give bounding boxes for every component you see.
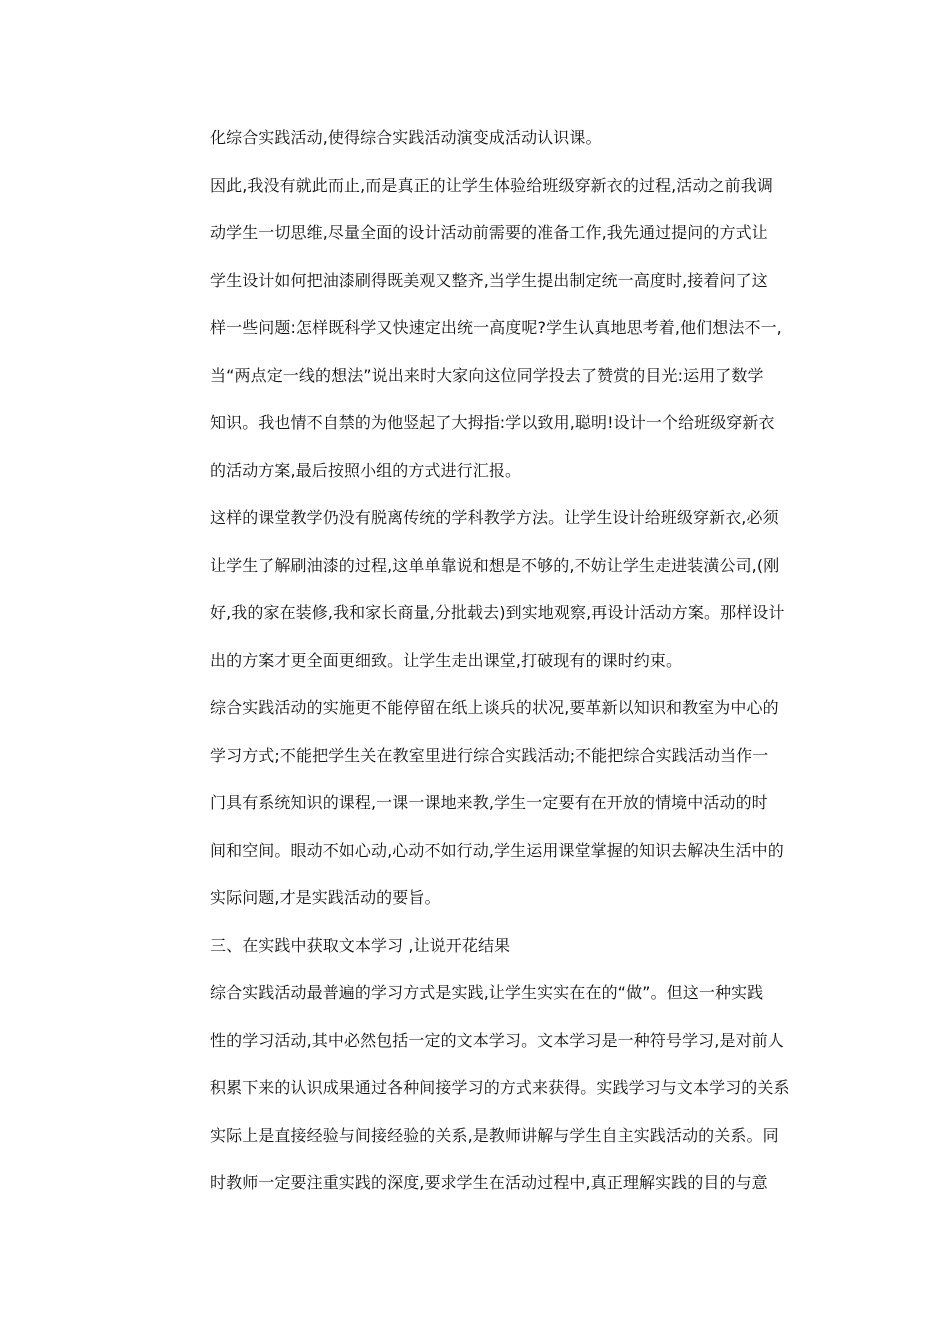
text-line: 性的学习活动,其中必然包括一定的文本学习。文本学习是一种符号学习,是对前人 — [210, 1030, 784, 1050]
text-line: 的活动方案,最后按照小组的方式进行汇报。 — [210, 460, 522, 480]
text-line: 综合实践活动的实施更不能停留在纸上谈兵的状况,要革新以知识和教室为中心的 — [210, 698, 779, 717]
text-line: 实际上是直接经验与间接经验的关系,是教师讲解与学生自主实践活动的关系。同 — [210, 1125, 779, 1145]
text-line: 门具有系统知识的课程,一课一课地来教,学生一定要有在开放的情境中活动的时 — [210, 793, 768, 812]
text-line: 综合实践活动最普遍的学习方式是实践,让学生实实在在的“做”。但这一种实践 — [210, 983, 764, 1002]
text-line: 这样的课堂教学仍没有脱离传统的学科教学方法。让学生设计给班级穿新衣,必须 — [210, 508, 779, 527]
text-line: 学生设计如何把油漆刷得既美观又整齐,当学生提出制定统一高度时,接着问了这 — [210, 270, 768, 290]
text-line: 间和空间。眼动不如心动,心动不如行动,学生运用课堂掌握的知识去解决生活中的 — [210, 840, 784, 860]
text-line: 样一些问题:怎样既科学又快速定出统一高度呢?学生认真地思考着,他们想法不一, — [210, 318, 782, 337]
text-line: 当“两点定一线的想法”说出来时大家向这位同学投去了赞赏的目光:运用了数学 — [210, 365, 764, 385]
text-line: 因此,我没有就此而止,而是真正的让学生体验给班级穿新衣的过程,活动之前我调 — [210, 175, 773, 195]
section-heading: 三、在实践中获取文本学习 ,让说开花结果 — [210, 935, 511, 955]
text-line: 积累下来的认识成果通过各种间接学习的方式来获得。实践学习与文本学习的关系 — [210, 1078, 790, 1097]
text-line: 化综合实践活动,使得综合实践活动演变成活动认识课。 — [210, 128, 602, 147]
text-line: 知识。我也情不自禁的为他竖起了大拇指:学以致用,聪明!设计一个给班级穿新衣 — [210, 413, 775, 432]
text-line: 好,我的家在装修,我和家长商量,分批载去)到实地观察,再设计活动方案。那样设计 — [210, 603, 785, 622]
text-line: 动学生一切思维,尽量全面的设计活动前需要的准备工作,我先通过提问的方式让 — [210, 223, 768, 242]
text-line: 出的方案才更全面更细致。让学生走出课堂,打破现有的课时约束。 — [210, 650, 683, 670]
text-line: 学习方式;不能把学生关在教室里进行综合实践活动;不能把综合实践活动当作一 — [210, 745, 769, 765]
text-line: 时教师一定要注重实践的深度,要求学生在活动过程中,真正理解实践的目的与意 — [210, 1173, 768, 1192]
text-line: 实际问题,才是实践活动的要旨。 — [210, 888, 441, 907]
text-line: 让学生了解刷油漆的过程,这单单靠说和想是不够的,不妨让学生走进装潢公司,(刚 — [210, 555, 780, 575]
body-text — [210, 118, 810, 1211]
